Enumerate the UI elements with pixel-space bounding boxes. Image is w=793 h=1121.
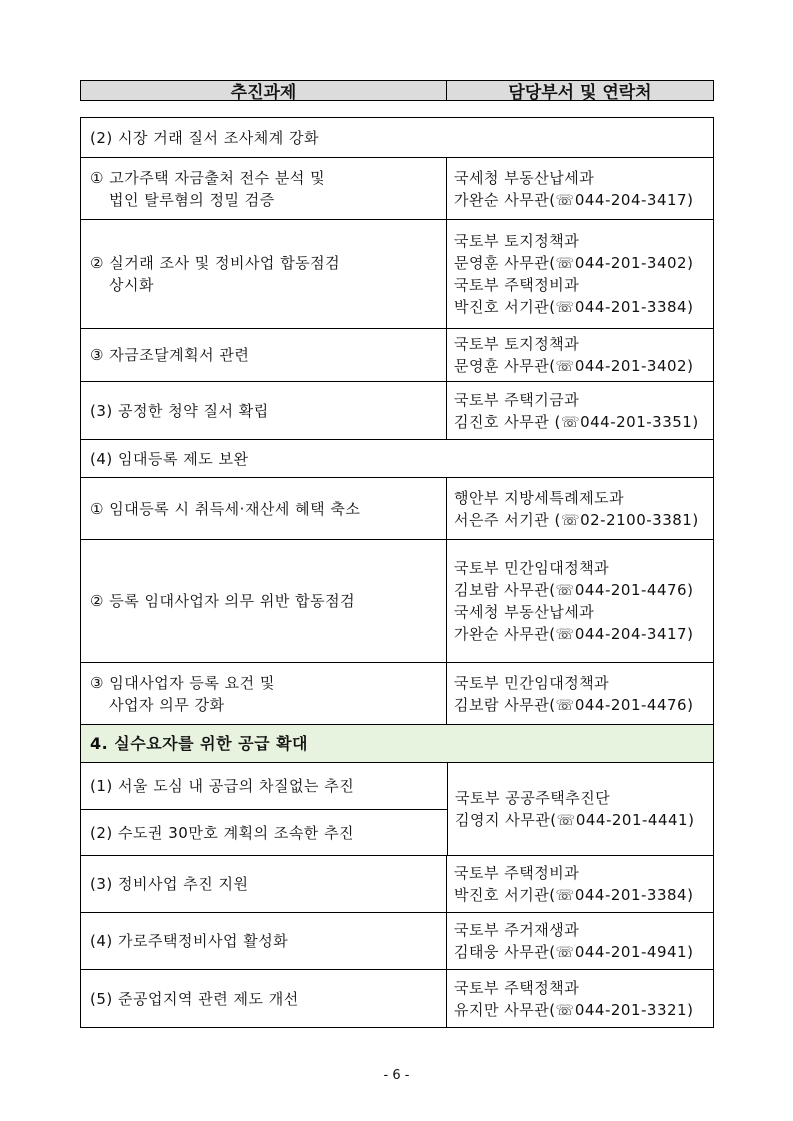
task-line: ③ 임대사업자 등록 요건 및 — [90, 673, 275, 692]
task-line: ② 실거래 조사 및 정비사업 합동점검 — [90, 254, 341, 272]
contact-cell — [447, 663, 713, 724]
task-cell: ③ 자금조달계획서 관련 — [81, 329, 447, 381]
table-row — [81, 329, 713, 382]
contact-cell — [447, 158, 713, 219]
contact-person: 문영훈 사무관(☏044-201-3402) — [454, 254, 694, 272]
table-row — [81, 763, 713, 856]
task-cell: (2) 수도권 30만호 계획의 조속한 추진 — [90, 823, 355, 842]
contact-dept: 국토부 주택정책과 — [454, 978, 580, 997]
table-row — [81, 856, 713, 913]
section-header-row — [81, 725, 713, 763]
contact-person: 가완순 사무관(☏044-204-3417) — [454, 625, 694, 643]
contact-cell — [448, 763, 713, 855]
table-row — [81, 158, 713, 220]
table-row — [81, 382, 713, 440]
task-cell: (5) 준공업지역 관련 제도 개선 — [81, 970, 447, 1027]
contact-person: 김보람 사무관(☏044-201-4476) — [454, 695, 694, 714]
contact-dept: 국토부 토지정책과 — [454, 232, 580, 250]
task-line: 사업자 의무 강화 — [109, 695, 225, 714]
table-row — [81, 540, 713, 663]
table-row — [81, 913, 713, 970]
contact-person: 김진호 사무관 (☏044-201-3351) — [454, 412, 699, 431]
task-cell: (3) 정비사업 추진 지원 — [81, 856, 447, 912]
table-header — [80, 80, 714, 101]
contact-person: 서은주 서기관 (☏02-2100-3381) — [454, 510, 699, 529]
merged-task-cell — [81, 763, 448, 855]
contact-dept: 국토부 공공주택추진단 — [455, 789, 611, 807]
contact-person: 문영훈 사무관(☏044-201-3402) — [454, 357, 694, 375]
task-cell — [81, 220, 447, 328]
table-row — [81, 440, 713, 478]
contact-cell — [447, 478, 713, 539]
contact-dept: 국세청 부동산납세과 — [454, 168, 595, 187]
task-cell: (4) 가로주택정비사업 활성화 — [81, 913, 447, 969]
contact-person: 유지만 사무관(☏044-201-3321) — [454, 1000, 694, 1019]
table-row — [81, 970, 713, 1027]
page-number: - 6 - — [383, 1068, 410, 1083]
contact-cell — [447, 856, 713, 912]
contact-cell — [447, 970, 713, 1027]
contact-cell — [447, 540, 713, 662]
task-cell — [81, 158, 447, 219]
contact-cell — [447, 382, 713, 439]
table-row — [81, 220, 713, 329]
contact-dept: 국토부 주택기금과 — [454, 390, 580, 409]
contact-cell — [447, 329, 713, 381]
contact-person: 김영지 사무관(☏044-201-4441) — [455, 811, 695, 829]
task-cell: (3) 공정한 청약 질서 확립 — [81, 382, 447, 439]
contact-cell — [447, 913, 713, 969]
contact-dept: 행안부 지방세특례제도과 — [454, 488, 625, 507]
table-row — [81, 478, 713, 540]
contact-dept: 국토부 민간임대정책과 — [454, 559, 610, 577]
task-cell: (4) 임대등록 제도 보완 — [90, 449, 249, 468]
contact-person: 김태웅 사무관(☏044-201-4941) — [454, 943, 694, 961]
task-cell: ① 임대등록 시 취득세·재산세 혜택 축소 — [81, 478, 447, 539]
contact-person: 가완순 사무관(☏044-204-3417) — [454, 190, 694, 209]
task-cell: (1) 서울 도심 내 공급의 차질없는 추진 — [81, 763, 447, 810]
contact-person: 박진호 서기관(☏044-201-3384) — [454, 298, 694, 316]
contact-dept: 국토부 주거재생과 — [454, 921, 580, 939]
contact-person: 박진호 서기관(☏044-201-3384) — [454, 886, 694, 904]
contact-dept: 국토부 토지정책과 — [454, 335, 580, 353]
header-contact-column: 담당부서 및 연락처 — [508, 83, 652, 103]
task-cell — [81, 663, 447, 724]
contact-dept: 국세청 부동산납세과 — [454, 603, 595, 621]
contact-cell — [447, 220, 713, 328]
task-line: ① 고가주택 자금출처 전수 분석 및 — [90, 168, 326, 187]
contact-dept: 국토부 주택정비과 — [454, 864, 580, 882]
header-task-column: 추진과제 — [81, 81, 447, 100]
task-line: 법인 탈루혐의 정밀 검증 — [109, 190, 275, 209]
task-table — [80, 117, 714, 1028]
task-line: 상시화 — [109, 276, 154, 294]
contact-dept: 국토부 민간임대정책과 — [454, 673, 610, 692]
task-cell: (2) 시장 거래 질서 조사체계 강화 — [90, 128, 319, 147]
contact-dept: 국토부 주택정비과 — [454, 276, 580, 294]
contact-person: 김보람 사무관(☏044-201-4476) — [454, 581, 694, 599]
section-title: 4. 실수요자를 위한 공급 확대 — [90, 733, 309, 753]
table-row — [81, 663, 713, 725]
table-row — [81, 118, 713, 158]
task-cell: ② 등록 임대사업자 의무 위반 합동점검 — [81, 540, 447, 662]
